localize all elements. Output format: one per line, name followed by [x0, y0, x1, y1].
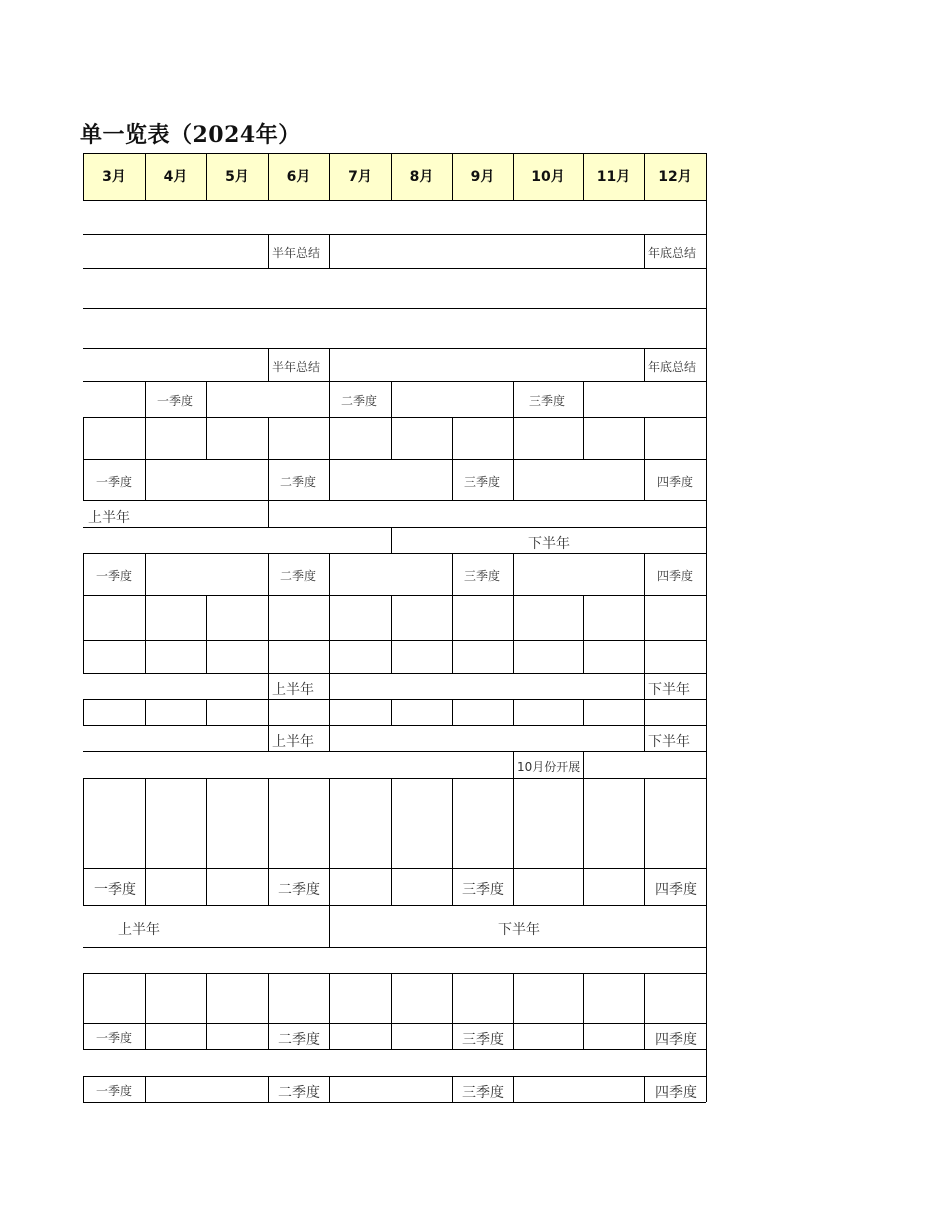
grid-line-v	[513, 417, 514, 459]
grid-line-v	[644, 1076, 645, 1102]
grid-line-v	[145, 1076, 146, 1102]
grid-line-v	[268, 348, 269, 381]
q2-label: 二季度	[278, 1085, 320, 1101]
q2-label: 二季度	[341, 394, 378, 408]
grid-line-h	[83, 1023, 706, 1024]
grid-line-v	[268, 553, 269, 595]
grid-line-v	[583, 699, 584, 725]
grid-line-v	[391, 417, 392, 459]
grid-line-h	[83, 868, 706, 869]
grid-line-v	[391, 527, 392, 553]
grid-line-h	[83, 1049, 706, 1050]
q1-label: 一季度	[96, 475, 133, 489]
grid-line-v	[329, 153, 330, 200]
year-end-summary-label: 年底总结	[648, 360, 697, 374]
grid-line-v	[83, 778, 84, 905]
q3-label: 三季度	[462, 1032, 504, 1048]
grid-line-v	[145, 417, 146, 459]
grid-line-v	[452, 595, 453, 673]
grid-line-v	[83, 699, 84, 725]
grid-line-v	[644, 673, 645, 699]
grid-line-v	[268, 973, 269, 1049]
grid-line-v	[329, 778, 330, 905]
month-header-5: 5月	[206, 153, 268, 200]
grid-line-v	[513, 153, 514, 200]
grid-line-v	[329, 417, 330, 459]
second-half-label: 下半年	[648, 734, 690, 750]
q3-label: 三季度	[462, 1085, 504, 1101]
first-half-label: 上半年	[272, 734, 314, 750]
grid-line-v	[268, 778, 269, 905]
grid-line-v	[268, 699, 269, 725]
q2-label: 二季度	[278, 1032, 320, 1048]
grid-line-v	[83, 553, 84, 595]
q3-label: 三季度	[464, 569, 501, 583]
month-header-4: 4月	[145, 153, 206, 200]
grid-line-h	[83, 673, 706, 674]
grid-line-v	[145, 153, 146, 200]
grid-line-v	[83, 417, 84, 459]
grid-line-h	[83, 417, 706, 418]
grid-line-h	[83, 234, 706, 235]
grid-line-h	[83, 699, 706, 700]
half-year-summary-label: 半年总结	[272, 360, 321, 374]
grid-line-v	[583, 751, 584, 778]
first-half-label: 上半年	[88, 510, 130, 526]
oct-start-label: 10月份开展	[517, 760, 581, 774]
grid-line-v	[206, 417, 207, 459]
grid-line-v	[391, 699, 392, 725]
month-header-6: 6月	[268, 153, 329, 200]
grid-line-v	[644, 553, 645, 595]
grid-line-v	[268, 459, 269, 500]
grid-line-h	[83, 381, 706, 382]
grid-line-h	[83, 153, 706, 154]
grid-line-v	[268, 725, 269, 751]
grid-line-h	[83, 200, 706, 201]
grid-line-v	[583, 973, 584, 1049]
grid-line-v	[452, 459, 453, 500]
grid-line-v	[644, 459, 645, 500]
grid-line-v	[206, 381, 207, 417]
second-half-label: 下半年	[528, 536, 570, 552]
grid-line-h	[83, 640, 706, 641]
first-half-label: 上半年	[118, 922, 160, 938]
grid-line-v	[513, 595, 514, 673]
q1-label: 一季度	[96, 569, 133, 583]
q1-label: 一季度	[96, 1084, 133, 1098]
grid-line-v	[391, 595, 392, 673]
grid-line-v	[83, 595, 84, 673]
month-header-10: 10月	[513, 153, 583, 200]
grid-line-v	[329, 905, 330, 947]
grid-line-v	[83, 153, 84, 200]
q1-label: 一季度	[157, 394, 194, 408]
grid-line-v	[329, 348, 330, 381]
grid-line-v	[268, 153, 269, 200]
month-header-9: 9月	[452, 153, 513, 200]
grid-line-h	[83, 905, 706, 906]
grid-line-v	[206, 595, 207, 673]
grid-line-v	[83, 1076, 84, 1102]
month-header-7: 7月	[329, 153, 391, 200]
grid-line-v	[513, 699, 514, 725]
grid-line-v	[513, 459, 514, 500]
grid-line-v	[644, 595, 645, 673]
first-half-label: 上半年	[272, 682, 314, 698]
q3-label: 三季度	[464, 475, 501, 489]
schedule-table	[83, 153, 706, 1103]
grid-line-v	[145, 459, 146, 500]
half-year-summary-label: 半年总结	[272, 246, 321, 260]
grid-line-h	[83, 725, 706, 726]
grid-line-v	[583, 381, 584, 417]
grid-line-h	[83, 500, 706, 501]
grid-line-v	[583, 595, 584, 673]
q4-label: 四季度	[657, 475, 694, 489]
grid-line-v	[145, 973, 146, 1049]
grid-line-v	[452, 153, 453, 200]
grid-line-v	[145, 381, 146, 417]
q4-label: 四季度	[657, 569, 694, 583]
grid-line-v	[452, 699, 453, 725]
grid-line-v	[706, 153, 707, 1102]
grid-line-v	[644, 725, 645, 751]
grid-line-v	[644, 778, 645, 905]
grid-line-h	[83, 1076, 706, 1077]
page-title: 单一览表（2024年）	[80, 122, 301, 148]
grid-line-v	[513, 1076, 514, 1102]
grid-line-v	[329, 381, 330, 417]
grid-line-v	[145, 778, 146, 905]
grid-line-v	[268, 673, 269, 699]
grid-line-h	[83, 947, 706, 948]
grid-line-h	[83, 595, 706, 596]
grid-line-h	[83, 527, 706, 528]
grid-line-v	[329, 699, 330, 725]
grid-line-v	[268, 1076, 269, 1102]
grid-line-v	[452, 973, 453, 1049]
grid-line-v	[391, 973, 392, 1049]
grid-line-v	[206, 973, 207, 1049]
grid-line-v	[329, 553, 330, 595]
grid-line-v	[83, 459, 84, 500]
grid-line-v	[145, 595, 146, 673]
grid-line-v	[583, 778, 584, 905]
q3-label: 三季度	[529, 394, 566, 408]
grid-line-v	[329, 725, 330, 751]
grid-line-v	[391, 153, 392, 200]
month-header-3: 3月	[83, 153, 145, 200]
q2-label: 二季度	[280, 475, 317, 489]
grid-line-v	[513, 751, 514, 778]
grid-line-h	[83, 1102, 706, 1103]
grid-line-v	[452, 778, 453, 905]
grid-line-v	[206, 778, 207, 905]
grid-line-v	[268, 500, 269, 527]
grid-line-v	[583, 153, 584, 200]
grid-line-v	[583, 417, 584, 459]
grid-line-v	[644, 973, 645, 1049]
grid-line-v	[145, 553, 146, 595]
month-header-11: 11月	[583, 153, 644, 200]
grid-line-v	[145, 699, 146, 725]
q1-label: 一季度	[94, 882, 136, 898]
grid-line-v	[513, 778, 514, 905]
q3-label: 三季度	[462, 882, 504, 898]
grid-line-v	[329, 1076, 330, 1102]
month-header-12: 12月	[644, 153, 706, 200]
month-header-8: 8月	[391, 153, 452, 200]
grid-line-v	[452, 553, 453, 595]
grid-line-h	[83, 973, 706, 974]
grid-line-v	[329, 234, 330, 268]
grid-line-v	[83, 973, 84, 1049]
grid-line-v	[329, 595, 330, 673]
grid-line-v	[206, 699, 207, 725]
grid-line-v	[644, 699, 645, 725]
grid-line-v	[644, 417, 645, 459]
grid-line-h	[83, 751, 706, 752]
grid-line-h	[83, 308, 706, 309]
grid-line-h	[83, 268, 706, 269]
second-half-label: 下半年	[648, 682, 690, 698]
q2-label: 二季度	[278, 882, 320, 898]
grid-line-v	[513, 973, 514, 1049]
grid-line-h	[83, 348, 706, 349]
grid-line-v	[268, 595, 269, 673]
grid-line-v	[206, 153, 207, 200]
year-end-summary-label: 年底总结	[648, 246, 697, 260]
grid-line-v	[329, 673, 330, 699]
second-half-label: 下半年	[498, 922, 540, 938]
grid-line-v	[391, 381, 392, 417]
grid-line-h	[83, 553, 706, 554]
grid-line-v	[268, 234, 269, 268]
grid-line-v	[644, 153, 645, 200]
q4-label: 四季度	[655, 1085, 697, 1101]
q4-label: 四季度	[655, 882, 697, 898]
grid-line-h	[83, 459, 706, 460]
grid-line-v	[644, 348, 645, 381]
q1-label: 一季度	[96, 1031, 133, 1045]
grid-line-v	[329, 973, 330, 1049]
q4-label: 四季度	[655, 1032, 697, 1048]
grid-line-v	[644, 234, 645, 268]
grid-line-v	[513, 553, 514, 595]
grid-line-v	[452, 1076, 453, 1102]
q2-label: 二季度	[280, 569, 317, 583]
grid-line-v	[329, 459, 330, 500]
grid-line-v	[391, 778, 392, 905]
grid-line-v	[268, 417, 269, 459]
grid-line-v	[452, 417, 453, 459]
grid-line-v	[513, 381, 514, 417]
grid-line-h	[83, 778, 706, 779]
